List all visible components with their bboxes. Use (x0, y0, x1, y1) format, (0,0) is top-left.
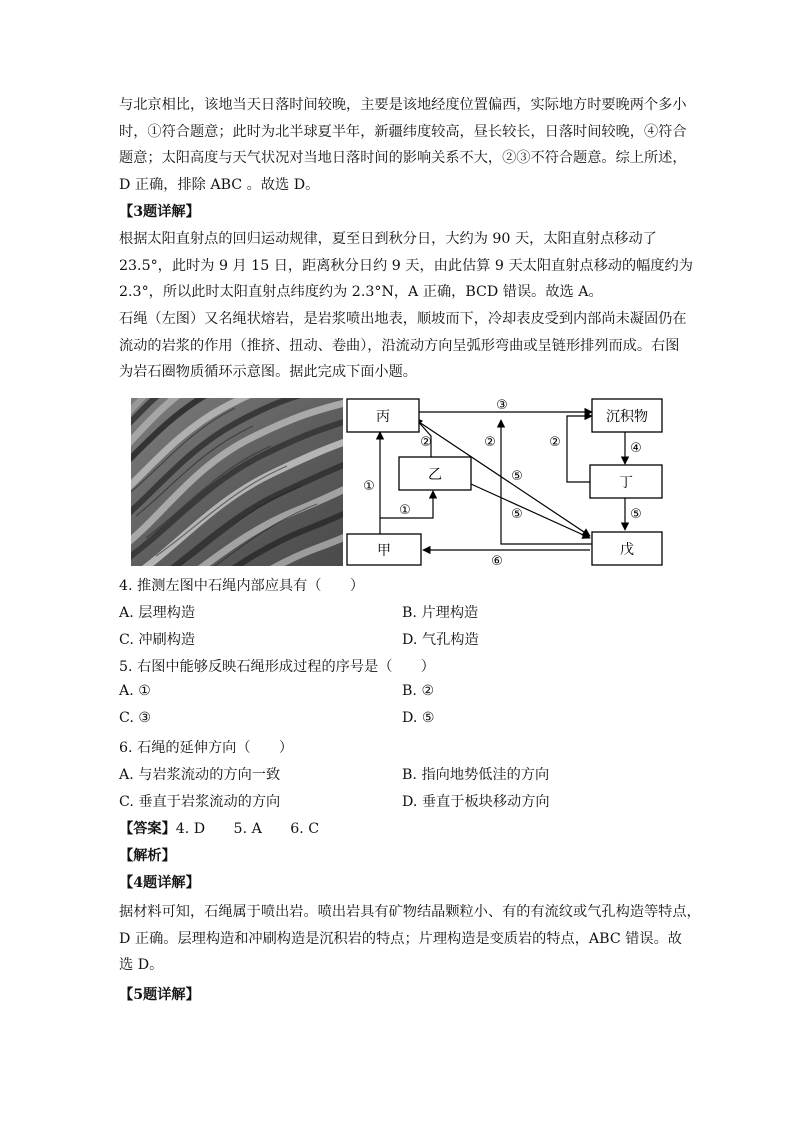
question-5-option-a: A. ① (119, 683, 151, 699)
question-4-stem: 4. 推测左图中石绳内部应具有（ ） (119, 578, 365, 594)
text-line: 流动的岩浆的作用（推挤、扭动、卷曲），沿流动方向呈弧形弯曲或呈链形排列而成。右图 (119, 337, 680, 354)
q4-paragraph (119, 899, 701, 979)
label-ding-wu: ⑤ (630, 507, 642, 522)
box-label-yi: 乙 (428, 467, 442, 483)
question-4-option-a: A. 层理构造 (119, 605, 196, 621)
figure (131, 398, 663, 566)
answer-text: 4. D 5. A 6. C (175, 821, 320, 837)
text-line: 选 D。 (119, 957, 164, 974)
analysis-label: 【解析】 (119, 848, 176, 864)
text-line: 时，①符合题意；此时为北半球夏半年，新疆纬度较高，昼长较长，日落时间较晚，④符合 (119, 123, 687, 140)
question-5-option-c: C. ③ (119, 710, 152, 726)
question-4-option-d: D. 气孔构造 (402, 632, 479, 648)
question-6-option-c: C. 垂直于岩浆流动的方向 (119, 794, 281, 810)
answer-label: 【答案】 (119, 821, 176, 837)
question-5-option-d: D. ⑤ (402, 710, 435, 726)
question-6-stem: 6. 石绳的延伸方向（ ） (119, 740, 294, 756)
label-yi-bing: ② (420, 435, 432, 450)
label-wu-bing: ② (484, 435, 496, 450)
q5-heading: 【5题详解】 (119, 987, 200, 1003)
question-4-option-b: B. 片理构造 (402, 605, 479, 621)
question-4-option-c: C. 冲刷构造 (119, 632, 196, 648)
text-line: 与北京相比，该地当天日落时间较晚，主要是该地经度位置偏西，实际地方时要晚两个多小 (119, 97, 687, 113)
text-line: D 正确。层理构造和冲刷构造是沉积岩的特点；片理构造是变质岩的特点，ABC 错误。故 (119, 930, 682, 947)
question-6-option-b: B. 指向地势低洼的方向 (402, 767, 550, 783)
label-yi-wu: ⑤ (511, 507, 523, 522)
text-line: 石绳（左图）又名绳状熔岩，是岩浆喷出地表，顺坡而下，冷却表皮受到内部尚未凝固仍在 (119, 311, 687, 327)
box-label-wu: 戊 (620, 542, 634, 558)
label-bing-chenjiwu: ③ (496, 398, 508, 413)
rock-cycle-diagram (345, 398, 665, 566)
label-jia-bing: ① (363, 479, 375, 494)
label-bing-wu: ⑤ (511, 469, 523, 484)
q3-paragraph (119, 226, 693, 306)
box-label-jia: 甲 (377, 543, 391, 559)
text-line: 2.3°，所以此时太阳直射点纬度约为 2.3°N，A 正确，BCD 错误。故选 A。 (119, 284, 603, 301)
text-line: D 正确，排除 ABC 。故选 D。 (119, 177, 320, 194)
question-6-option-a: A. 与岩浆流动的方向一致 (119, 767, 281, 783)
q3-heading-text: 【3题详解】 (119, 204, 200, 220)
label-jia-yi: ① (399, 503, 411, 518)
label-wu-jia: ⑥ (491, 554, 503, 566)
box-label-ding: 丁 (619, 475, 633, 491)
text-line: 根据太阳直射点的回归运动规律，夏至日到秋分日，大约为 90 天，太阳直射点移动了 (119, 231, 657, 247)
question-5-option-b: B. ② (402, 683, 435, 699)
box-label-chenjiwu: 沉积物 (606, 409, 648, 425)
text-line: 23.5°，此时为 9 月 15 日，距离秋分日约 9 天，由此估算 9 天太阳直射点移动的幅度约为 (119, 257, 693, 274)
label-ding-chenjiwu: ② (549, 435, 561, 450)
box-label-bing: 丙 (376, 409, 390, 425)
intro-paragraph (119, 92, 687, 199)
rope-lava-photo (131, 398, 343, 566)
text-line: 题意；太阳高度与天气状况对当地日落时间的影响关系不大，②③不符合题意。综上所述， (119, 150, 687, 167)
label-chenjiwu-ding: ④ (630, 441, 642, 456)
question-5-stem: 5. 右图中能够反映石绳形成过程的序号是（ ） (119, 659, 435, 675)
q3-heading (119, 199, 679, 226)
text-line: 据材料可知，石绳属于喷出岩。喷出岩具有矿物结晶颗粒小、有的有流纹或气孔构造等特点， (119, 904, 701, 920)
q4-heading: 【4题详解】 (119, 875, 200, 891)
question-6-option-d: D. 垂直于板块移动方向 (402, 794, 550, 810)
text-line: 为岩石圈物质循环示意图。据此完成下面小题。 (119, 364, 417, 381)
arrow-ding-chenjiwu (567, 416, 592, 482)
answer-line (119, 818, 319, 838)
arrow-yi-wu (471, 484, 590, 538)
material-paragraph (119, 306, 687, 386)
